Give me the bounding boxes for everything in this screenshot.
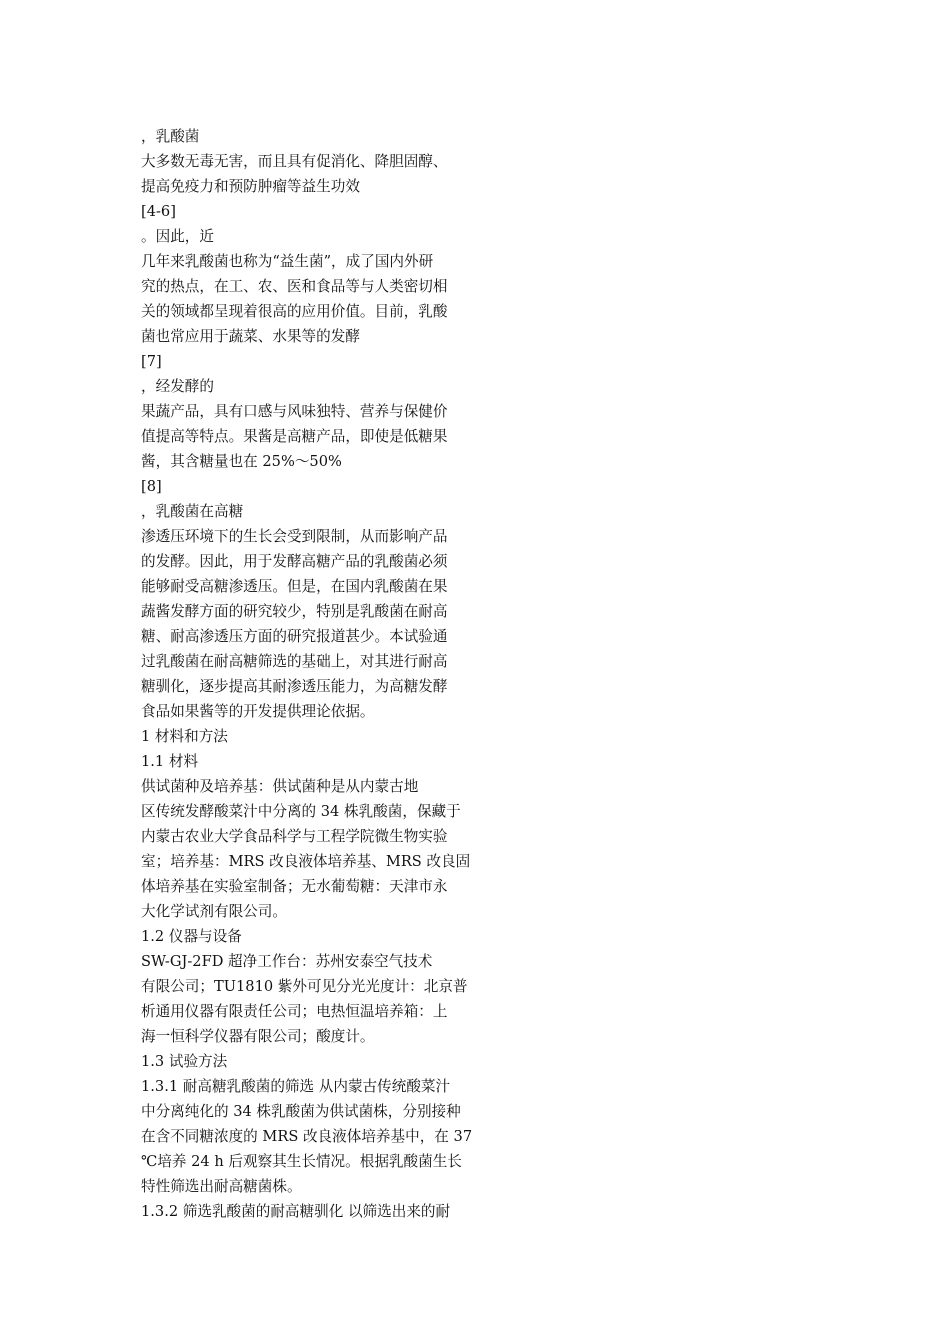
text-line: 究的热点，在工、农、医和食品等与人类密切相 [141, 278, 448, 295]
text-line: 菌也常应用于蔬菜、水果等的发酵 [141, 328, 360, 345]
text-line: 供试菌种及培养基：供试菌种是从内蒙古地 [141, 778, 419, 795]
text-line: 的发酵。因此，用于发酵高糖产品的乳酸菌必须 [141, 553, 448, 570]
text-line: ，乳酸菌 [141, 128, 200, 145]
text-line: SW-GJ-2FD 超净工作台：苏州安泰空气技术 [141, 953, 433, 970]
text-line: 室；培养基：MRS 改良液体培养基、MRS 改良固 [141, 853, 471, 870]
text-line: 果蔬产品，具有口感与风味独特、营养与保健价 [141, 403, 448, 420]
text-line: [4-6] [141, 203, 176, 220]
text-line: 1.1 材料 [141, 753, 199, 770]
text-line: 海一恒科学仪器有限公司；酸度计。 [141, 1028, 375, 1045]
text-line: [7] [141, 353, 162, 370]
text-line: 能够耐受高糖渗透压。但是，在国内乳酸菌在果 [141, 578, 448, 595]
text-line: 糖驯化，逐步提高其耐渗透压能力，为高糖发酵 [141, 678, 448, 695]
text-line: 几年来乳酸菌也称为“益生菌”，成了国内外研 [141, 253, 434, 270]
text-line: 蔬酱发酵方面的研究较少，特别是乳酸菌在耐高 [141, 603, 448, 620]
text-line: 过乳酸菌在耐高糖筛选的基础上，对其进行耐高 [141, 653, 448, 670]
text-line: 值提高等特点。果酱是高糖产品，即使是低糖果 [141, 428, 448, 445]
text-line: ，经发酵的 [141, 378, 214, 395]
text-line: ，乳酸菌在高糖 [141, 503, 244, 520]
text-line: [8] [141, 478, 162, 495]
text-line: 体培养基在实验室制备；无水葡萄糖：天津市永 [141, 878, 448, 895]
text-line: 区传统发酵酸菜汁中分离的 34 株乳酸菌，保藏于 [141, 803, 461, 820]
text-line: 。因此，近 [141, 228, 214, 245]
text-line: 内蒙古农业大学食品科学与工程学院微生物实验 [141, 828, 448, 845]
text-line: 大多数无毒无害，而且具有促消化、降胆固醇、 [141, 153, 448, 170]
text-line: 食品如果酱等的开发提供理论依据。 [141, 703, 375, 720]
text-line: 酱，其含糖量也在 25%～50% [141, 453, 342, 470]
text-line: 特性筛选出耐高糖菌株。 [141, 1178, 302, 1195]
text-line: 析通用仪器有限责任公司；电热恒温培养箱：上 [141, 1003, 448, 1020]
text-line: 1.3.1 耐高糖乳酸菌的筛选 从内蒙古传统酸菜汁 [141, 1078, 451, 1095]
document-text-column [141, 124, 501, 1224]
text-line: 关的领域都呈现着很高的应用价值。目前，乳酸 [141, 303, 448, 320]
text-line: 1.3.2 筛选乳酸菌的耐高糖驯化 以筛选出来的耐 [141, 1203, 451, 1220]
text-line: 1 材料和方法 [141, 728, 228, 745]
text-line: 大化学试剂有限公司。 [141, 903, 287, 920]
text-line: 糖、耐高渗透压方面的研究报道甚少。本试验通 [141, 628, 448, 645]
text-line: 渗透压环境下的生长会受到限制，从而影响产品 [141, 528, 448, 545]
text-line: 1.3 试验方法 [141, 1053, 228, 1070]
text-line: 中分离纯化的 34 株乳酸菌为供试菌株，分别接种 [141, 1103, 461, 1120]
text-line: ℃培养 24 h 后观察其生长情况。根据乳酸菌生长 [141, 1153, 462, 1170]
text-line: 在含不同糖浓度的 MRS 改良液体培养基中，在 37 [141, 1128, 473, 1145]
text-line: 有限公司；TU1810 紫外可见分光光度计：北京普 [141, 978, 468, 995]
text-line: 1.2 仪器与设备 [141, 928, 242, 945]
text-line: 提高免疫力和预防肿瘤等益生功效 [141, 178, 360, 195]
